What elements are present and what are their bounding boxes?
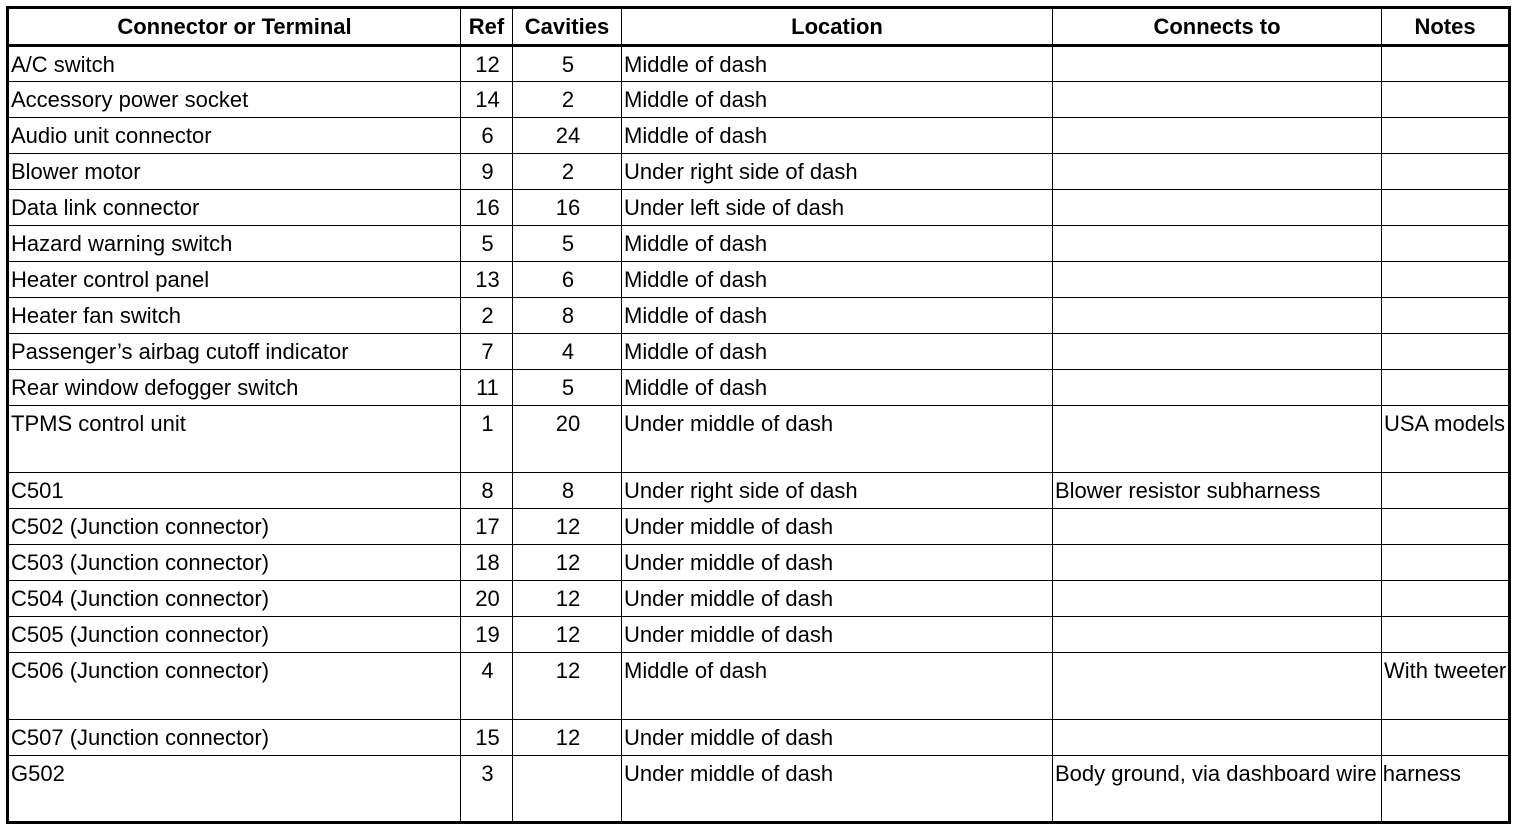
cell-ref: 18 [461,545,513,581]
cell-connects-to [1053,82,1382,118]
cell-notes [1382,298,1510,334]
cell-cavities: 12 [513,653,622,720]
table-row [8,473,1510,509]
cell-notes [1382,46,1510,82]
cell-ref: 16 [461,190,513,226]
cell-connects-to [1053,370,1382,406]
table-row [8,190,1510,226]
cell-connects-to [1053,154,1382,190]
table-row [8,118,1510,154]
cell-location: Under middle of dash [622,406,1053,473]
cell-location: Middle of dash [622,653,1053,720]
cell-cavities [513,756,622,823]
table-row [8,370,1510,406]
cell-ref: 5 [461,226,513,262]
header-connector: Connector or Terminal [8,8,461,46]
cell-notes [1382,581,1510,617]
cell-connector: C507 (Junction connector) [8,720,461,756]
cell-connects-to [1053,46,1382,82]
cell-connects-to [1053,334,1382,370]
cell-ref: 14 [461,82,513,118]
cell-connects-to [1053,118,1382,154]
cell-connects-to [1053,406,1382,473]
cell-cavities: 6 [513,262,622,298]
cell-location: Under right side of dash [622,473,1053,509]
cell-notes [1382,473,1510,509]
cell-ref: 7 [461,334,513,370]
cell-connector: A/C switch [8,46,461,82]
cell-cavities: 20 [513,406,622,473]
cell-location: Middle of dash [622,370,1053,406]
cell-ref: 19 [461,617,513,653]
table-row [8,545,1510,581]
cell-connects-to [1053,720,1382,756]
cell-ref: 2 [461,298,513,334]
cell-location: Under middle of dash [622,545,1053,581]
header-cavities: Cavities [513,8,622,46]
cell-ref: 6 [461,118,513,154]
table-row [8,581,1510,617]
header-connects-to: Connects to [1053,8,1382,46]
cell-cavities: 8 [513,473,622,509]
cell-connects-to [1053,262,1382,298]
cell-notes [1382,334,1510,370]
cell-connector: Data link connector [8,190,461,226]
cell-cavities: 5 [513,226,622,262]
cell-cavities: 2 [513,154,622,190]
cell-ref: 4 [461,653,513,720]
cell-notes [1382,545,1510,581]
cell-location: Middle of dash [622,46,1053,82]
header-location: Location [622,8,1053,46]
cell-connects-to: Blower resistor subharness [1053,473,1382,509]
cell-notes [1382,226,1510,262]
cell-connector: C505 (Junction connector) [8,617,461,653]
cell-cavities: 24 [513,118,622,154]
cell-cavities: 5 [513,370,622,406]
cell-cavities: 12 [513,509,622,545]
cell-connects-to [1053,190,1382,226]
cell-notes [1382,262,1510,298]
cell-location: Under middle of dash [622,581,1053,617]
cell-ref: 9 [461,154,513,190]
cell-notes: With tweeter [1382,653,1510,720]
cell-connector: Rear window defogger switch [8,370,461,406]
table-row [8,46,1510,82]
cell-connector: TPMS control unit [8,406,461,473]
cell-cavities: 12 [513,581,622,617]
cell-ref: 1 [461,406,513,473]
cell-cavities: 4 [513,334,622,370]
cell-connects-to: Body ground, via dashboard wire harness [1053,756,1382,823]
cell-connects-to [1053,226,1382,262]
cell-location: Middle of dash [622,262,1053,298]
cell-notes [1382,118,1510,154]
table-row [8,82,1510,118]
cell-notes [1382,82,1510,118]
cell-location: Under middle of dash [622,509,1053,545]
header-ref: Ref [461,8,513,46]
cell-ref: 15 [461,720,513,756]
cell-connector: Heater control panel [8,262,461,298]
cell-connector: G502 [8,756,461,823]
table-row [8,720,1510,756]
cell-location: Under middle of dash [622,756,1053,823]
cell-location: Under middle of dash [622,720,1053,756]
cell-connector: C503 (Junction connector) [8,545,461,581]
table-row [8,226,1510,262]
cell-connects-to [1053,298,1382,334]
table-row [8,262,1510,298]
cell-location: Under right side of dash [622,154,1053,190]
cell-connects-to [1053,509,1382,545]
table-row [8,406,1510,473]
cell-location: Under middle of dash [622,617,1053,653]
cell-connector: C504 (Junction connector) [8,581,461,617]
table-row [8,298,1510,334]
cell-ref: 3 [461,756,513,823]
cell-ref: 17 [461,509,513,545]
cell-cavities: 12 [513,720,622,756]
header-notes: Notes [1382,8,1510,46]
cell-ref: 13 [461,262,513,298]
cell-cavities: 2 [513,82,622,118]
cell-cavities: 16 [513,190,622,226]
cell-notes [1382,720,1510,756]
cell-notes [1382,154,1510,190]
table-row [8,509,1510,545]
cell-location: Middle of dash [622,334,1053,370]
cell-connects-to [1053,653,1382,720]
cell-location: Middle of dash [622,82,1053,118]
cell-ref: 12 [461,46,513,82]
table-row [8,653,1510,720]
table-row [8,334,1510,370]
cell-location: Under left side of dash [622,190,1053,226]
cell-notes: USA models [1382,406,1510,473]
cell-connector: Heater fan switch [8,298,461,334]
cell-notes [1382,190,1510,226]
cell-cavities: 8 [513,298,622,334]
table-row [8,756,1510,823]
cell-location: Middle of dash [622,298,1053,334]
cell-connector: C502 (Junction connector) [8,509,461,545]
cell-notes [1382,370,1510,406]
table-body [8,46,1510,823]
cell-connector: Passenger’s airbag cutoff indicator [8,334,461,370]
cell-ref: 20 [461,581,513,617]
cell-connects-to [1053,617,1382,653]
cell-connector: Audio unit connector [8,118,461,154]
cell-ref: 11 [461,370,513,406]
connector-table [6,6,1511,824]
header-row [8,8,1510,46]
cell-location: Middle of dash [622,226,1053,262]
cell-connector: Blower motor [8,154,461,190]
cell-cavities: 12 [513,545,622,581]
cell-connector: C501 [8,473,461,509]
cell-connector: Accessory power socket [8,82,461,118]
cell-location: Middle of dash [622,118,1053,154]
cell-connects-to [1053,545,1382,581]
cell-connector: C506 (Junction connector) [8,653,461,720]
table-row [8,617,1510,653]
cell-notes [1382,509,1510,545]
cell-cavities: 5 [513,46,622,82]
cell-ref: 8 [461,473,513,509]
cell-cavities: 12 [513,617,622,653]
cell-connects-to [1053,581,1382,617]
cell-notes [1382,617,1510,653]
cell-connector: Hazard warning switch [8,226,461,262]
table-row [8,154,1510,190]
